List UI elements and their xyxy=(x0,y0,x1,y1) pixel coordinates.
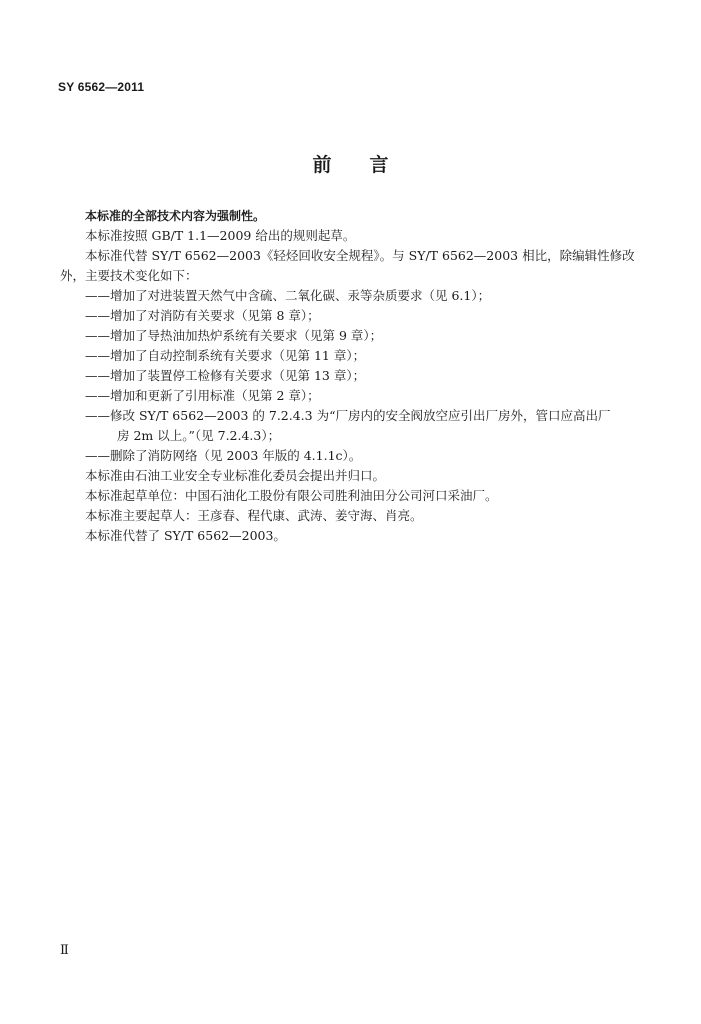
drafting-unit-paragraph: 本标准起草单位：中国石油化工股份有限公司胜利油田分公司河口采油厂。 xyxy=(85,488,498,503)
mandatory-statement: 本标准的全部技术内容为强制性。 xyxy=(85,209,266,223)
replacement-paragraph-line2: 外，主要技术变化如下： xyxy=(60,268,198,283)
change-item: ——增加了对消防有关要求（见第 8 章）； xyxy=(85,308,320,323)
change-item: ——增加和更新了引用标准（见第 2 章）； xyxy=(85,388,320,403)
change-item: ——修改 SY/T 6562—2003 的 7.2.4.3 为“厂房内的安全阀放空应引出厂房外，管口应高出厂 xyxy=(85,408,611,423)
change-item-continuation: 房 2m 以上。”（见 7.2.4.3）； xyxy=(117,428,281,443)
title-char-2: 言 xyxy=(369,154,389,176)
change-item: ——删除了消防网络（见 2003 年版的 4.1.1c）。 xyxy=(85,448,362,463)
change-item: ——增加了导热油加热炉系统有关要求（见第 9 章）； xyxy=(85,328,383,343)
change-item: ——增加了对进装置天然气中含硫、二氧化碳、汞等杂质要求（见 6.1）； xyxy=(85,288,491,303)
page-title xyxy=(0,150,701,177)
proposing-committee-paragraph: 本标准由石油工业安全专业标准化委员会提出并归口。 xyxy=(85,468,386,483)
change-item: ——增加了装置停工检修有关要求（见第 13 章）； xyxy=(85,368,366,383)
drafting-rules-paragraph: 本标准按照 GB/T 1.1—2009 给出的规则起草。 xyxy=(85,228,356,243)
page-number: Ⅱ xyxy=(60,942,69,957)
replacement-paragraph-line1: 本标准代替 SY/T 6562—2003《轻烃回收安全规程》。与 SY/T 6562—2003 相比，除编辑性修改 xyxy=(85,248,635,263)
change-item: ——增加了自动控制系统有关要求（见第 11 章）； xyxy=(85,348,366,363)
replaces-paragraph: 本标准代替了 SY/T 6562—2003。 xyxy=(85,528,286,543)
foreword-body xyxy=(60,206,644,546)
title-char-1: 前 xyxy=(312,154,332,176)
standard-code-header: SY 6562—2011 xyxy=(58,80,145,94)
drafters-paragraph: 本标准主要起草人：王彦春、程代康、武涛、姜守海、肖亮。 xyxy=(85,508,423,523)
